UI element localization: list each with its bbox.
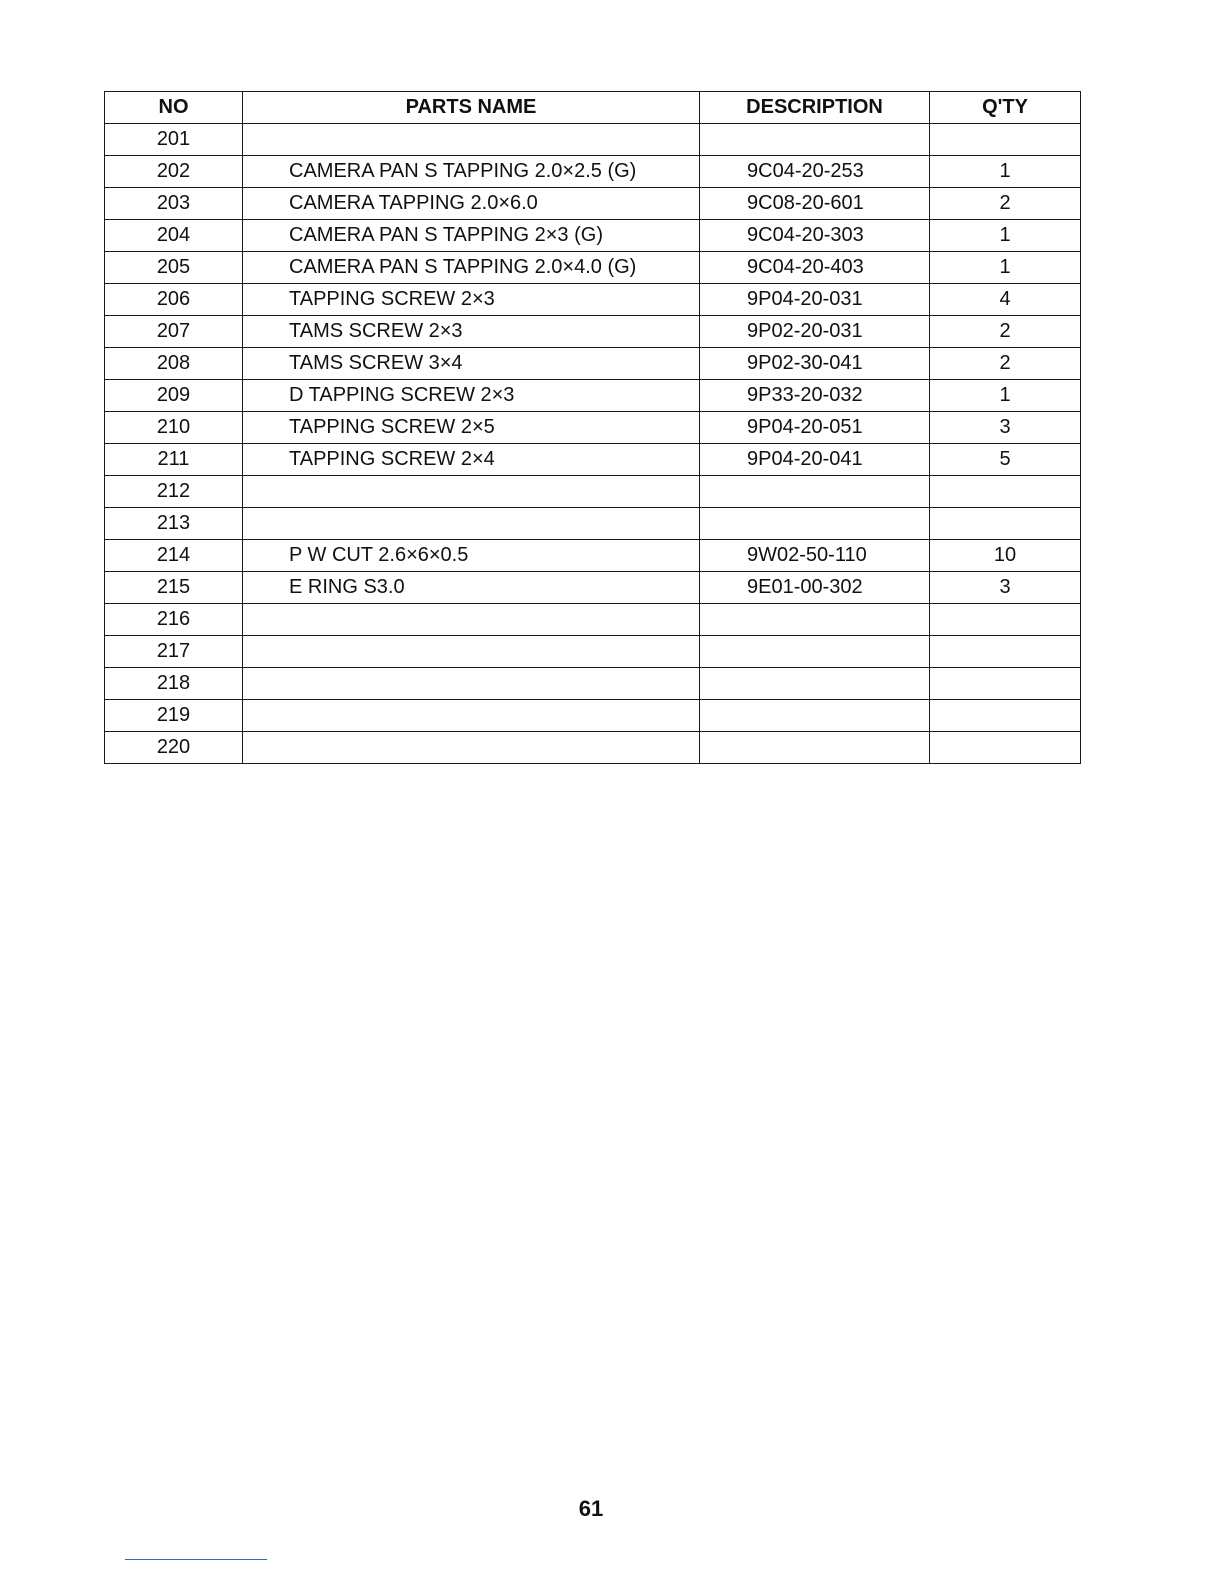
header-description: DESCRIPTION <box>700 92 930 124</box>
cell-description: 9C04-20-303 <box>700 220 930 252</box>
cell-description: 9P02-30-041 <box>700 348 930 380</box>
cell-no: 216 <box>105 604 243 636</box>
cell-qty: 5 <box>930 444 1081 476</box>
cell-parts-name <box>243 124 700 156</box>
cell-parts-name: TAPPING SCREW 2×4 <box>243 444 700 476</box>
cell-no: 212 <box>105 476 243 508</box>
cell-no: 205 <box>105 252 243 284</box>
table-row <box>105 508 1081 540</box>
cell-description <box>700 604 930 636</box>
cell-no: 219 <box>105 700 243 732</box>
table-row <box>105 476 1081 508</box>
page-number: 61 <box>578 1496 604 1521</box>
table-row <box>105 284 1081 316</box>
cell-description <box>700 732 930 764</box>
cell-description <box>700 636 930 668</box>
cell-description <box>700 700 930 732</box>
table-row <box>105 188 1081 220</box>
cell-no: 211 <box>105 444 243 476</box>
cell-parts-name: P W CUT 2.6×6×0.5 <box>243 540 700 572</box>
cell-parts-name: TAPPING SCREW 2×3 <box>243 284 700 316</box>
cell-no: 218 <box>105 668 243 700</box>
cell-description: 9P33-20-032 <box>700 380 930 412</box>
cell-qty: 3 <box>930 412 1081 444</box>
table-row <box>105 444 1081 476</box>
table-header-row <box>105 92 1081 124</box>
cell-parts-name <box>243 700 700 732</box>
cell-no: 220 <box>105 732 243 764</box>
cell-parts-name <box>243 508 700 540</box>
table-row <box>105 700 1081 732</box>
cell-qty <box>930 476 1081 508</box>
table-row <box>105 668 1081 700</box>
cell-qty <box>930 732 1081 764</box>
table-row <box>105 252 1081 284</box>
cell-no: 213 <box>105 508 243 540</box>
table-row <box>105 412 1081 444</box>
table-row <box>105 572 1081 604</box>
cell-description: 9P04-20-051 <box>700 412 930 444</box>
header-qty: Q'TY <box>930 92 1081 124</box>
cell-parts-name <box>243 732 700 764</box>
table-row <box>105 156 1081 188</box>
cell-no: 203 <box>105 188 243 220</box>
header-parts-name: PARTS NAME <box>243 92 700 124</box>
cell-description <box>700 124 930 156</box>
cell-parts-name: CAMERA PAN S TAPPING 2×3 (G) <box>243 220 700 252</box>
cell-no: 201 <box>105 124 243 156</box>
table-row <box>105 732 1081 764</box>
cell-description: 9C08-20-601 <box>700 188 930 220</box>
cell-qty: 3 <box>930 572 1081 604</box>
table-row <box>105 540 1081 572</box>
cell-description: 9E01-00-302 <box>700 572 930 604</box>
table-row <box>105 348 1081 380</box>
cell-no: 207 <box>105 316 243 348</box>
cell-no: 215 <box>105 572 243 604</box>
cell-qty <box>930 124 1081 156</box>
table-row <box>105 316 1081 348</box>
cell-qty: 4 <box>930 284 1081 316</box>
cell-no: 209 <box>105 380 243 412</box>
cell-no: 204 <box>105 220 243 252</box>
cell-description: 9W02-50-110 <box>700 540 930 572</box>
cell-parts-name <box>243 604 700 636</box>
cell-parts-name: D TAPPING SCREW 2×3 <box>243 380 700 412</box>
cell-parts-name <box>243 636 700 668</box>
cell-description <box>700 508 930 540</box>
table-row <box>105 220 1081 252</box>
cell-qty: 10 <box>930 540 1081 572</box>
cell-description <box>700 668 930 700</box>
cell-qty <box>930 700 1081 732</box>
parts-table <box>104 91 1081 764</box>
cell-description: 9P04-20-031 <box>700 284 930 316</box>
cell-no: 206 <box>105 284 243 316</box>
cell-description: 9P04-20-041 <box>700 444 930 476</box>
cell-no: 202 <box>105 156 243 188</box>
cell-parts-name: CAMERA TAPPING 2.0×6.0 <box>243 188 700 220</box>
cell-parts-name <box>243 668 700 700</box>
table-row <box>105 380 1081 412</box>
cell-parts-name: CAMERA PAN S TAPPING 2.0×2.5 (G) <box>243 156 700 188</box>
parts-table-body <box>105 124 1081 764</box>
cell-qty: 2 <box>930 188 1081 220</box>
cell-parts-name <box>243 476 700 508</box>
cell-no: 210 <box>105 412 243 444</box>
table-row <box>105 124 1081 156</box>
cell-parts-name: TAPPING SCREW 2×5 <box>243 412 700 444</box>
cell-description: 9P02-20-031 <box>700 316 930 348</box>
cell-qty: 2 <box>930 316 1081 348</box>
cell-qty <box>930 636 1081 668</box>
cell-qty: 2 <box>930 348 1081 380</box>
cell-qty <box>930 604 1081 636</box>
cell-qty <box>930 668 1081 700</box>
cell-description <box>700 476 930 508</box>
cell-qty: 1 <box>930 156 1081 188</box>
cell-no: 217 <box>105 636 243 668</box>
table-row <box>105 604 1081 636</box>
cell-parts-name: CAMERA PAN S TAPPING 2.0×4.0 (G) <box>243 252 700 284</box>
cell-description: 9C04-20-403 <box>700 252 930 284</box>
cell-qty <box>930 508 1081 540</box>
cell-parts-name: E RING S3.0 <box>243 572 700 604</box>
cell-description: 9C04-20-253 <box>700 156 930 188</box>
cell-parts-name: TAMS SCREW 2×3 <box>243 316 700 348</box>
footer-rule <box>125 1559 267 1560</box>
cell-qty: 1 <box>930 252 1081 284</box>
cell-no: 208 <box>105 348 243 380</box>
table-row <box>105 636 1081 668</box>
cell-qty: 1 <box>930 380 1081 412</box>
cell-qty: 1 <box>930 220 1081 252</box>
cell-no: 214 <box>105 540 243 572</box>
header-no: NO <box>105 92 243 124</box>
cell-parts-name: TAMS SCREW 3×4 <box>243 348 700 380</box>
